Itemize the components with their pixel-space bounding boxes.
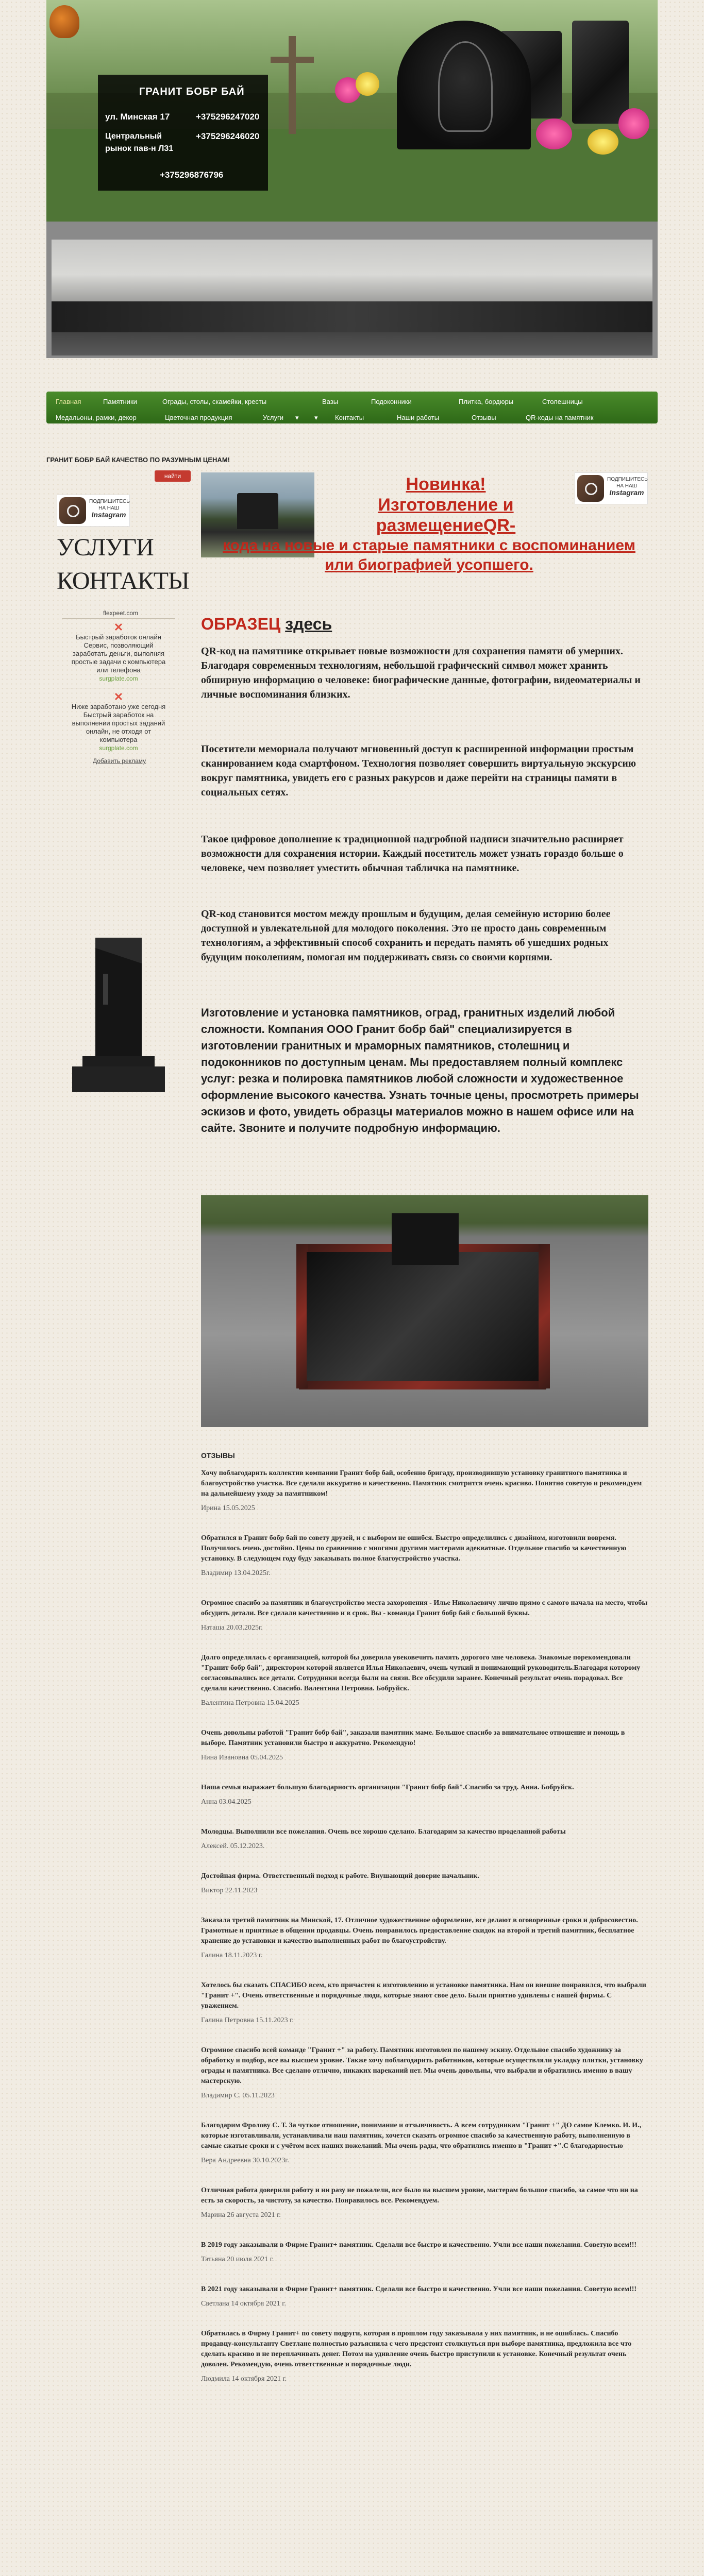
nav-services[interactable]: Услуги [263, 414, 283, 421]
novelty-subtitle: кода на новые и старые памятники с воспоминанием или биографией усопшего. [223, 537, 635, 573]
nav-flowers[interactable]: Цветочная продукция [165, 414, 232, 421]
nav-vases[interactable]: Вазы [322, 398, 339, 405]
qr-paragraph-1: QR-код на памятнике открывает новые возможности для сохранения памяти об умерших. Благодаря современным технологиям, небольшой графический символ может хранить обширную информацию о человеке: биографические данные, фотографии, видеоматериалы и личные воспоминания близких. [201, 646, 641, 700]
sample-link[interactable]: здесь [285, 615, 332, 633]
review-item: Обратился в Гранит бобр бай по совету друзей, и с выбором не ошибся. Быстро определились с дизайном, изготовили вовремя. Получилось очень достойно. Цены по сравнению с многими другими мастерами адекватные. Отдельное спасибо за качественную установку. В следующем году буду заказывать полное благоустройство участка. Владимир 13.04.2025г. [201, 1534, 627, 1577]
reviews-title: ОТЗЫВЫ [201, 1451, 235, 1460]
company-name: ГРАНИТ БОБР БАЙ [139, 86, 245, 97]
add-ad-link[interactable]: Добавить рекламу [93, 757, 146, 765]
review-item: Достойная фирма. Ответственный подход к работе. Внушающий доверие начальник. Виктор 22.11.2023 [201, 1872, 479, 1894]
close-icon: ✕ [113, 690, 124, 703]
review-item: Благодарим Фролову С. Т. За чуткое отношение, понимание и отзывчивость. А всем сотрудникам "Гранит +" ДО самое Клемко. И. И., которые изготавливали, устанавливали наш памятник, хочется сказать огромное спасибо за качественную работу, выполненную в самые сжатые сроки и с учётом всех наших пожеланий. Мы очень рады, что обратились именно в "Гранит +".С благодарностью Вера Андреевна 30.10.2023г. [201, 2122, 642, 2164]
instagram-widget[interactable]: ПОДПИШИТЕСЬ НА НАШ Instagram [57, 495, 130, 527]
review-item: Заказала третий памятник на Минской, 17. Отличное художественное оформление, все делают в оговоренные сроки и добросовестно. Грамотные и приятные в общении продавцы. Очень понравилось предоставление скидок на второй и третий памятник, бесплатное хранение до установки и качество выполненных работ по благоустройству. Галина 18.11.2023 г. [201, 1917, 638, 1959]
logo-squirrel-icon [49, 5, 79, 38]
flowers [356, 72, 379, 96]
works-photo [201, 1195, 648, 1427]
review-item: Огромное спасибо всей команде "Гранит +" за работу. Памятник изготовлен по нашему эскизу. Отдельное спасибо художнику за обработку и подбор, все вы высшем уровне. Также хочу поблагодарить работников, которые осуществляли укладку плитки, установку ограды и памятника. Все сделано отлично, никаких нареканий нет. Мы очень довольны, что выбрали и обратились именно в вашу мастерскую. Владимир С. 05.11.2023 [201, 2046, 643, 2099]
review-item: Обратилась в Фирму Гранит+ по совету подруги, которая в прошлом году заказывала у них памятник, и не ошиблась. Спасибо продавцу-консультанту Светлане полностью разъяснила с чего предстоит столкнуться при выборе памятника, предложила все что сделать красиво и не переплачивать денег. Потом на удивление очень быстро приступили к установке. Конечный результат очень доволен. Рекомендую, очень ответственные и порядочные люди. Людмила 14 октября 2021 г. [201, 2330, 632, 2383]
nav-services-arrow-icon[interactable]: ▾ [295, 414, 299, 421]
close-icon: ✕ [113, 621, 124, 634]
nav-home[interactable]: Главная [56, 398, 81, 405]
site-link[interactable]: flexpeet.com [103, 609, 139, 617]
review-item: Долго определялась с организацией, которой бы доверила увековечить память дорогого мне человека. Знакомые порекомендовали "Гранит бобр бай", директором которой является Илья Николаевич, очень чуткий и понимающий руководитель.Благодаря которому согласовывались все детали. Сотрудники всегда были на связи. Все обсудили заранее. Конечный результат очень порадовал. Все сделали качественно. Спасибо. Валентина Петровна. Бобруйск. Валентина Петровна 15.04.2025 [201, 1654, 641, 1707]
ad-block-1[interactable]: ✕ Быстрый заработок онлайн Сервис, позволяющий заработать деньги, выполняя простые задачи с компьютера или телефона surgplate.com [67, 623, 170, 683]
address: ул. Минская 17 [105, 112, 170, 122]
monument-image [67, 933, 170, 1097]
review-item: Хочу поблагодарить коллектив компании Гранит бобр бай, особенно бригаду, производившую установку гранитного памятника и благоустройство участка. Все сделали аккуратно и качественно. Памятник смотрится очень красиво. Понятно советую и рекомендуем на дальнейшему уходу за памятником! Ирина 15.05.2025 [201, 1469, 642, 1512]
phone-2[interactable]: +375296246020 [196, 131, 260, 141]
review-item: Огромное спасибо за памятник и благоустройство места захоронения - Илье Николаевичу лично прямо с самого начала на место, чтобы обсудить детали. Все сделали качественно и в срок. Вы - команда Гранит бобр бай с большой буквы. Наташа 20.03.2025г. [201, 1599, 648, 1632]
nav-monuments[interactable]: Памятники [103, 398, 137, 405]
contacts-heading[interactable]: КОНТАКТЫ [57, 567, 189, 595]
cross-decoration [289, 36, 296, 134]
phone-3[interactable]: +375296876796 [160, 170, 224, 180]
review-item: В 2019 году заказывали в Фирме Гранит+ памятник. Сделали все быстро и качественно. Учли все наши пожелания. Советую всем!!! Татьяна 20 июля 2021 г. [201, 2241, 637, 2263]
cross-arm [271, 57, 314, 63]
nav-countertops[interactable]: Столешницы [542, 398, 583, 405]
flowers [588, 129, 618, 155]
novelty-title: Новинка! Изготовление и размещениеQR- [376, 474, 516, 535]
review-item: Очень довольны работой "Гранит бобр бай", заказали памятник маме. Большое спасибо за внимательное отношение и помощь в выборе. Памятник установили быстро и аккуратно. Рекомендую! Нина Ивановна 05.04.2025 [201, 1729, 625, 1761]
gravestone [572, 21, 629, 124]
header [46, 0, 658, 222]
ad-block-2[interactable]: ✕ Ниже заработано уже сегодня Быстрый заработок на выполнении простых заданий онлайн, не отходя от компьютера surgplate.com [67, 693, 170, 752]
market-address: Центральный рынок пав-н Л31 [105, 132, 174, 153]
nav-separator-icon: ▾ [314, 414, 318, 421]
instagram-icon [59, 497, 86, 524]
divider [62, 618, 175, 619]
nav-qr-codes[interactable]: QR-коды на памятник [526, 414, 594, 421]
instagram-icon [577, 475, 604, 502]
review-item: Молодцы. Выполнили все пожелания. Очень все хорошо сделано. Благодарим за качество проделанной работы Алексей. 05.12.2023. [201, 1828, 566, 1850]
tagline: ГРАНИТ БОБР БАЙ КАЧЕСТВО ПО РАЗУМНЫМ ЦЕНАМ! [46, 456, 230, 464]
review-item: Хотелось бы сказать СПАСИБО всем, кто причастен к изготовлению и установке памятника. Нам он внешне понравился, что выбрали "Гранит +". Очень ответственные и порядочные люди, которые знают свое дело. Были приятно удивлены с нашей фирмы. С уважением. Галина Петровна 15.11.2023 г. [201, 1981, 646, 2024]
contact-panel [98, 75, 268, 191]
sample-line: ОБРАЗЕЦ здесь [201, 615, 332, 633]
instagram-widget-right[interactable]: ПОДПИШИТЕСЬ НА НАШ Instagram [575, 472, 648, 504]
services-heading[interactable]: УСЛУГИ [57, 534, 154, 561]
nav-windowsills[interactable]: Подоконники [371, 398, 412, 405]
nav-fences[interactable]: Ограды, столы, скамейки, кресты [162, 398, 267, 405]
nav-tiles[interactable]: Плитка, бордюры [459, 398, 514, 405]
main-nav [46, 392, 658, 423]
nav-medallions[interactable]: Медальоны, рамки, декор [56, 414, 137, 421]
review-item: В 2021 году заказывали в Фирме Гранит+ памятник. Сделали все быстро и качественно. Учли все наши пожелания. Советую всем!!! Светлана 14 октября 2021 г. [201, 2285, 637, 2308]
hero-banner [46, 222, 658, 358]
nav-reviews[interactable]: Отзывы [472, 414, 496, 421]
find-button[interactable]: найти [155, 470, 191, 482]
flowers [618, 108, 649, 139]
review-item: Наша семья выражает большую благодарность организации "Гранит бобр бай".Спасибо за труд. Анна. Бобруйск. Анна 03.04.2025 [201, 1784, 574, 1806]
review-item: Отличная работа доверили работу и ни разу не пожалели, все было на высшем уровне, мастерам большое спасибо, за самое что ни на есть за скорость, за чистоту, за качество. Понравилось все. Рекомендуем. Марина 26 августа 2021 г. [201, 2187, 638, 2219]
qr-paragraph-2: Посетители мемориала получают мгновенный доступ к расширенной информации простым сканированием кода смартфоном. Технология позволяет совершить виртуальную экскурсию вокруг памятника, увидеть его с разных ракурсов и даже перейти на страницы памяти в социальных сетях. [201, 743, 636, 798]
phone-1[interactable]: +375296247020 [196, 112, 260, 122]
company-description: Изготовление и установка памятников, оград, гранитных изделий любой сложности. Компания ООО Гранит бобр бай" специализируется в изготовлении гранитных и мраморных памятников, столешниц и подоконников по доступным ценам. Мы предоставляем полный комплекс услуг: резка и полировка памятников любой сложности и художественное оформление высокого качества. Узнать точные цены, просмотреть примеры эскизов и фото, увидеть образцы материалов можно в нашем офисе или на сайте. Звоните и получите подробную информацию. [201, 1006, 639, 1134]
nav-contacts[interactable]: Контакты [335, 414, 364, 421]
nav-works[interactable]: Наши работы [397, 414, 440, 421]
qr-paragraph-4: QR-код становится мостом между прошлым и будущим, делая семейную историю более доступной и увлекательной для молодого поколения. Это не просто дань современным технологиям, а эффективный способ сохранить и передать память об ушедших родных будущим поколениям, помогая им поддерживать связь со своими корнями. [201, 908, 611, 963]
angel-monument [397, 21, 531, 149]
flowers [536, 118, 572, 149]
qr-paragraph-3: Такое цифровое дополнение к традиционной надгробной надписи значительно расширяет возможности для сохранения истории. Каждый посетитель может узнать гораздо больше о человеке, чем позволяет уместить обычная табличка на памятнике. [201, 834, 624, 874]
